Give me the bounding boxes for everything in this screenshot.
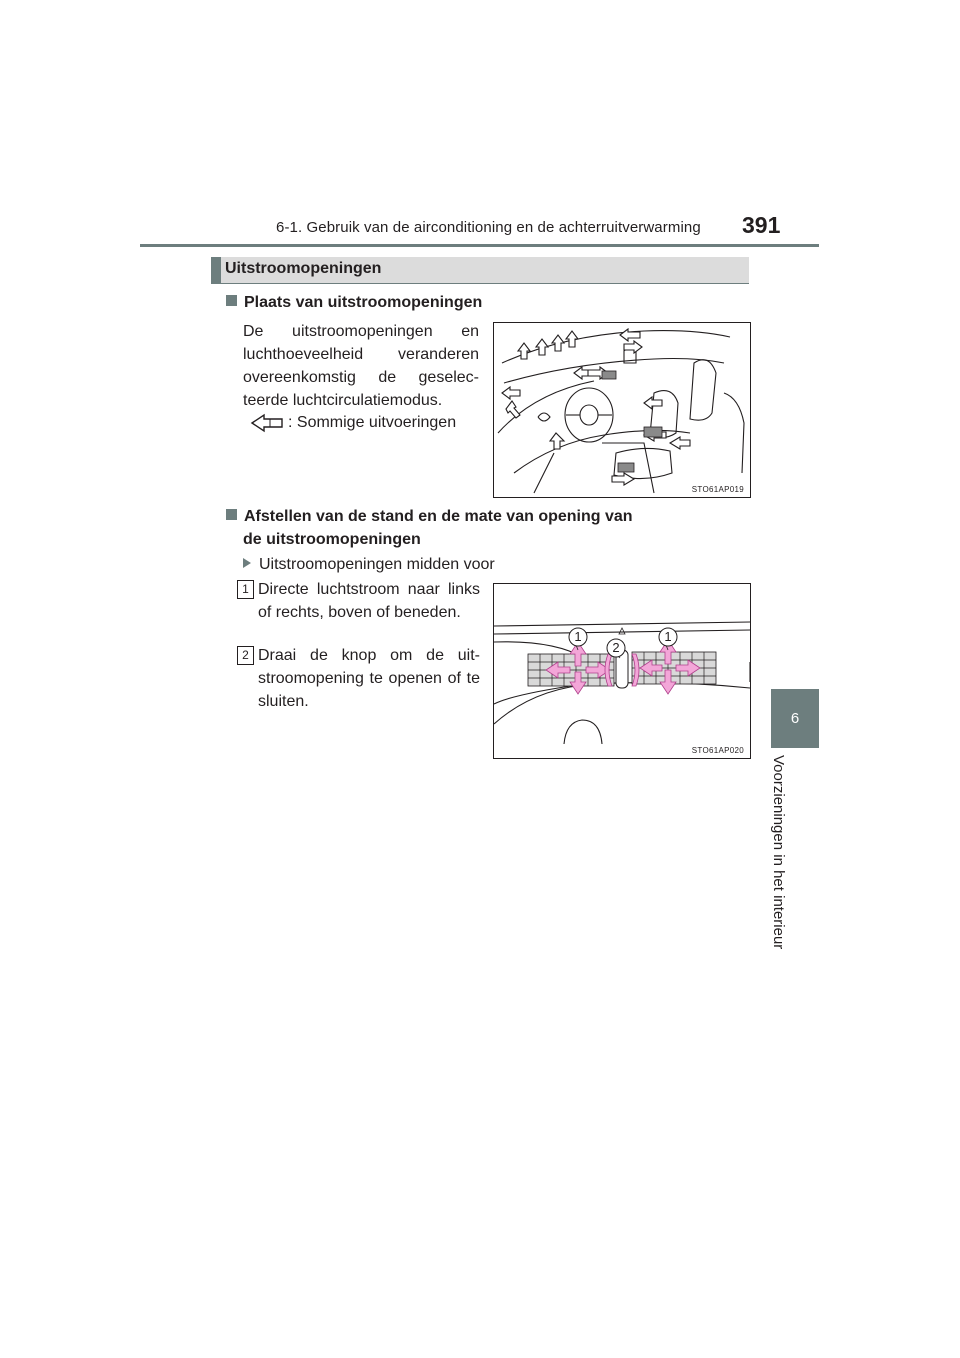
- figure-code: STO61AP020: [691, 746, 744, 755]
- square-bullet-icon: [226, 295, 237, 306]
- triangle-bullet-icon: [243, 558, 251, 568]
- subheading-adjust-line1: Afstellen van de stand en de mate van opening van: [244, 508, 633, 525]
- chapter-side-label: Voorzieningen in het interieur: [770, 755, 787, 950]
- interior-illustration: [494, 323, 750, 497]
- figure-interior-vents: [493, 322, 751, 498]
- list-item: [237, 644, 481, 714]
- center-vents-illustration: [494, 584, 750, 758]
- header-rule: [140, 244, 819, 247]
- chapter-tab: 6: [771, 689, 819, 748]
- subheading-location-text: Plaats van uitstroomopeningen: [244, 294, 483, 311]
- legend-text: : Sommige uitvoeringen: [288, 414, 457, 431]
- callout-1-right: 1: [664, 629, 672, 644]
- legend-row: [250, 411, 485, 435]
- chapter-title: 6-1. Gebruik van de airconditioning en de achterruitverwarming: [276, 219, 701, 236]
- list-item-text: Draai de knop om de uit-stroomopening te openen of te sluiten.: [258, 647, 480, 710]
- list-item: [237, 578, 481, 644]
- section-title: Uitstroomopeningen: [225, 260, 382, 277]
- figure-code: STO61AP019: [691, 485, 744, 494]
- square-bullet-icon: [226, 509, 237, 520]
- number-badge: 1: [237, 580, 254, 599]
- number-badge: 2: [237, 646, 254, 665]
- figure-center-vents: [493, 583, 751, 759]
- callout-2: 2: [612, 640, 620, 655]
- callout-1-left: 1: [574, 629, 582, 644]
- outline-arrow-icon: [250, 413, 284, 433]
- numbered-list: [237, 578, 481, 714]
- sub-item-text: Uitstroomopeningen midden voor: [259, 556, 495, 573]
- chapter-side-label-wrap: [770, 755, 809, 955]
- subheading-adjust: [226, 505, 686, 551]
- subheading-adjust-line2: de uitstroomopeningen: [243, 531, 421, 548]
- page-number: 391: [742, 212, 781, 238]
- sub-item-center-vents: [243, 553, 495, 576]
- section-heading-edge: [211, 257, 221, 283]
- subheading-location: [226, 291, 482, 314]
- section-heading: [211, 257, 749, 284]
- list-item-text: Directe luchtstroom naar links of rechts, boven of beneden.: [258, 581, 480, 621]
- location-paragraph: De uitstroomopeningen en luchthoeveelheid veranderen overeenkomstig de geselec-teerde luchtcirculatiemodus.: [243, 323, 479, 409]
